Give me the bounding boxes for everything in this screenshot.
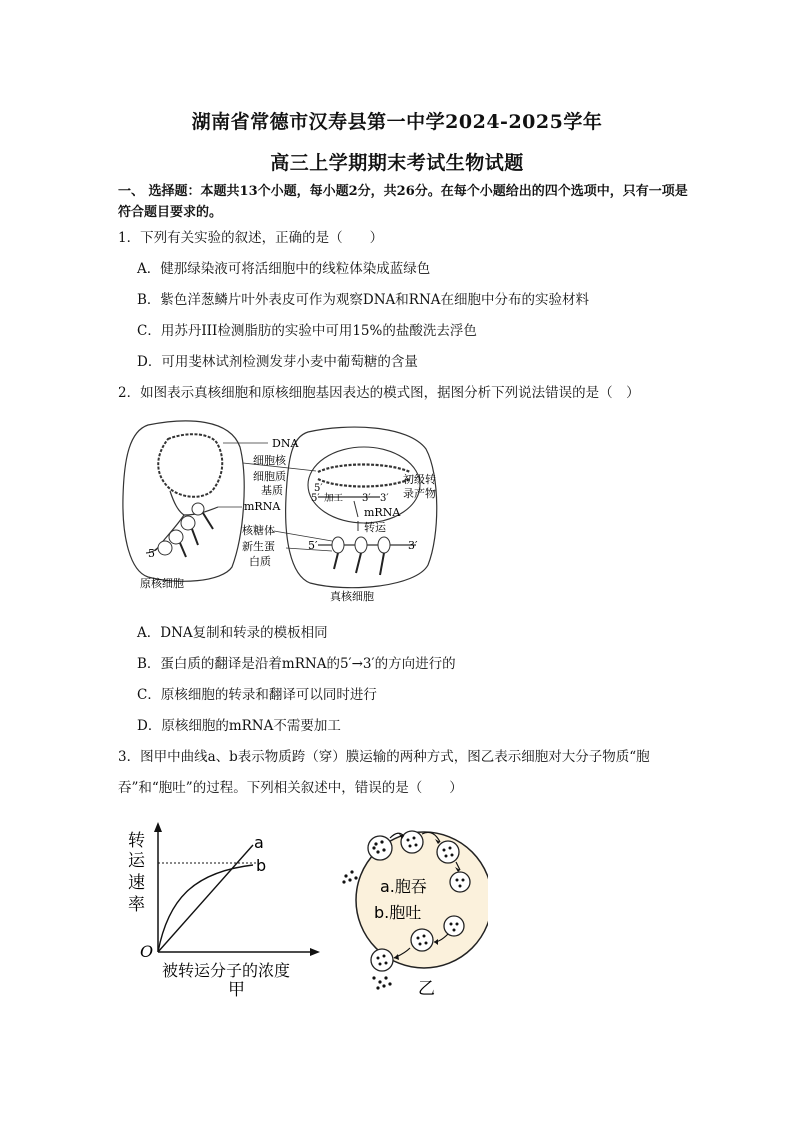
label-5prime-left: 5′	[148, 547, 158, 560]
label-protein-2: 白质	[249, 555, 271, 568]
curve-a-label: a	[254, 833, 264, 852]
x-axis-label: 被转运分子的浓度	[162, 961, 291, 980]
label-nucleus: 细胞核	[253, 454, 286, 467]
title-line-2: 高三上学期期末考试生物试题	[270, 152, 524, 174]
label-dna: DNA	[272, 437, 299, 450]
label-primary-1: 初级转	[403, 473, 436, 486]
label-cytoplasm-1: 细胞质	[253, 470, 286, 483]
label-cytoplasm-2: 基质	[261, 484, 283, 497]
label-5prime-b: 5′	[311, 493, 320, 504]
label-transport: 转运	[364, 521, 386, 534]
q2-option-d: D．原核细胞的mRNA不需要加工	[137, 718, 341, 734]
q1-option-b: B．紫色洋葱鳞片叶外表皮可作为观察DNA和RNA在细胞中分布的实验材料	[137, 292, 590, 308]
title-line-1: 湖南省常德市汉寿县第一中学2024-2025学年	[191, 111, 603, 133]
label-exocytosis: b.胞吐	[374, 903, 422, 922]
q3-stem-line-1: 3．图甲中曲线a、b表示物质跨（穿）膜运输的两种方式，图乙表示细胞对大分子物质“胞	[118, 749, 650, 765]
transport-rate-chart	[118, 820, 328, 1000]
q3-stem-line-2: 吞”和“胞吐”的过程。下列相关叙述中，错误的是（ ）	[118, 780, 463, 796]
label-protein-1: 新生蛋	[242, 540, 275, 553]
q1-stem: 1．下列有关实验的叙述，正确的是（ ）	[118, 230, 384, 246]
curve-b-label: b	[256, 856, 267, 875]
q1-option-c: C．用苏丹III检测脂肪的实验中可用15%的盐酸洗去浮色	[137, 323, 477, 339]
label-3prime-b: 3′	[380, 493, 389, 504]
label-eukaryote: 真核细胞	[330, 590, 374, 603]
q1-option-d: D．可用斐林试剂检测发芽小麦中葡萄糖的含量	[137, 354, 418, 370]
endocytosis-figure	[338, 820, 488, 1000]
label-3prime-a: 3′	[362, 493, 371, 504]
curve-a	[158, 845, 253, 952]
q2-stem: 2．如图表示真核细胞和原核细胞基因表达的模式图，据图分析下列说法错误的是（ ）	[118, 385, 640, 401]
q1-option-a: A．健那绿染液可将活细胞中的线粒体染成蓝绿色	[137, 261, 431, 277]
y-label-1: 转	[128, 831, 145, 851]
label-process: 加工	[324, 493, 344, 504]
label-ribosome: 核糖体	[242, 524, 275, 537]
label-3prime-c: 3′	[408, 539, 418, 552]
gene-expression-figure	[118, 417, 463, 607]
label-endocytosis: a.胞吞	[380, 877, 427, 896]
chart-caption-jia: 甲	[228, 980, 245, 1000]
q2-option-b: B．蛋白质的翻译是沿着mRNA的5′→3′的方向进行的	[137, 656, 456, 672]
label-mrna-right: mRNA	[364, 506, 401, 519]
q2-option-a: A．DNA复制和转录的模板相同	[137, 625, 328, 641]
origin-label: O	[140, 942, 154, 961]
label-mrna-left: mRNA	[244, 500, 281, 513]
label-5prime-a: 5′	[314, 483, 323, 494]
curve-b	[158, 865, 253, 952]
label-primary-2: 录产物	[403, 487, 436, 500]
y-label-4: 率	[128, 895, 145, 915]
figure-caption-yi: 乙	[418, 979, 435, 999]
label-prokaryote: 原核细胞	[140, 577, 184, 590]
q2-option-c: C．原核细胞的转录和翻译可以同时进行	[137, 687, 377, 703]
y-label-3: 速	[128, 873, 145, 893]
y-label-2: 运	[128, 851, 145, 871]
label-5prime-c: 5′	[308, 539, 318, 552]
section-1-instructions: 一、 选择题：本题共13个小题，每小题2分，共26分。在每个小题给出的四个选项中，只有一项是符合题目要求的。	[118, 184, 688, 220]
